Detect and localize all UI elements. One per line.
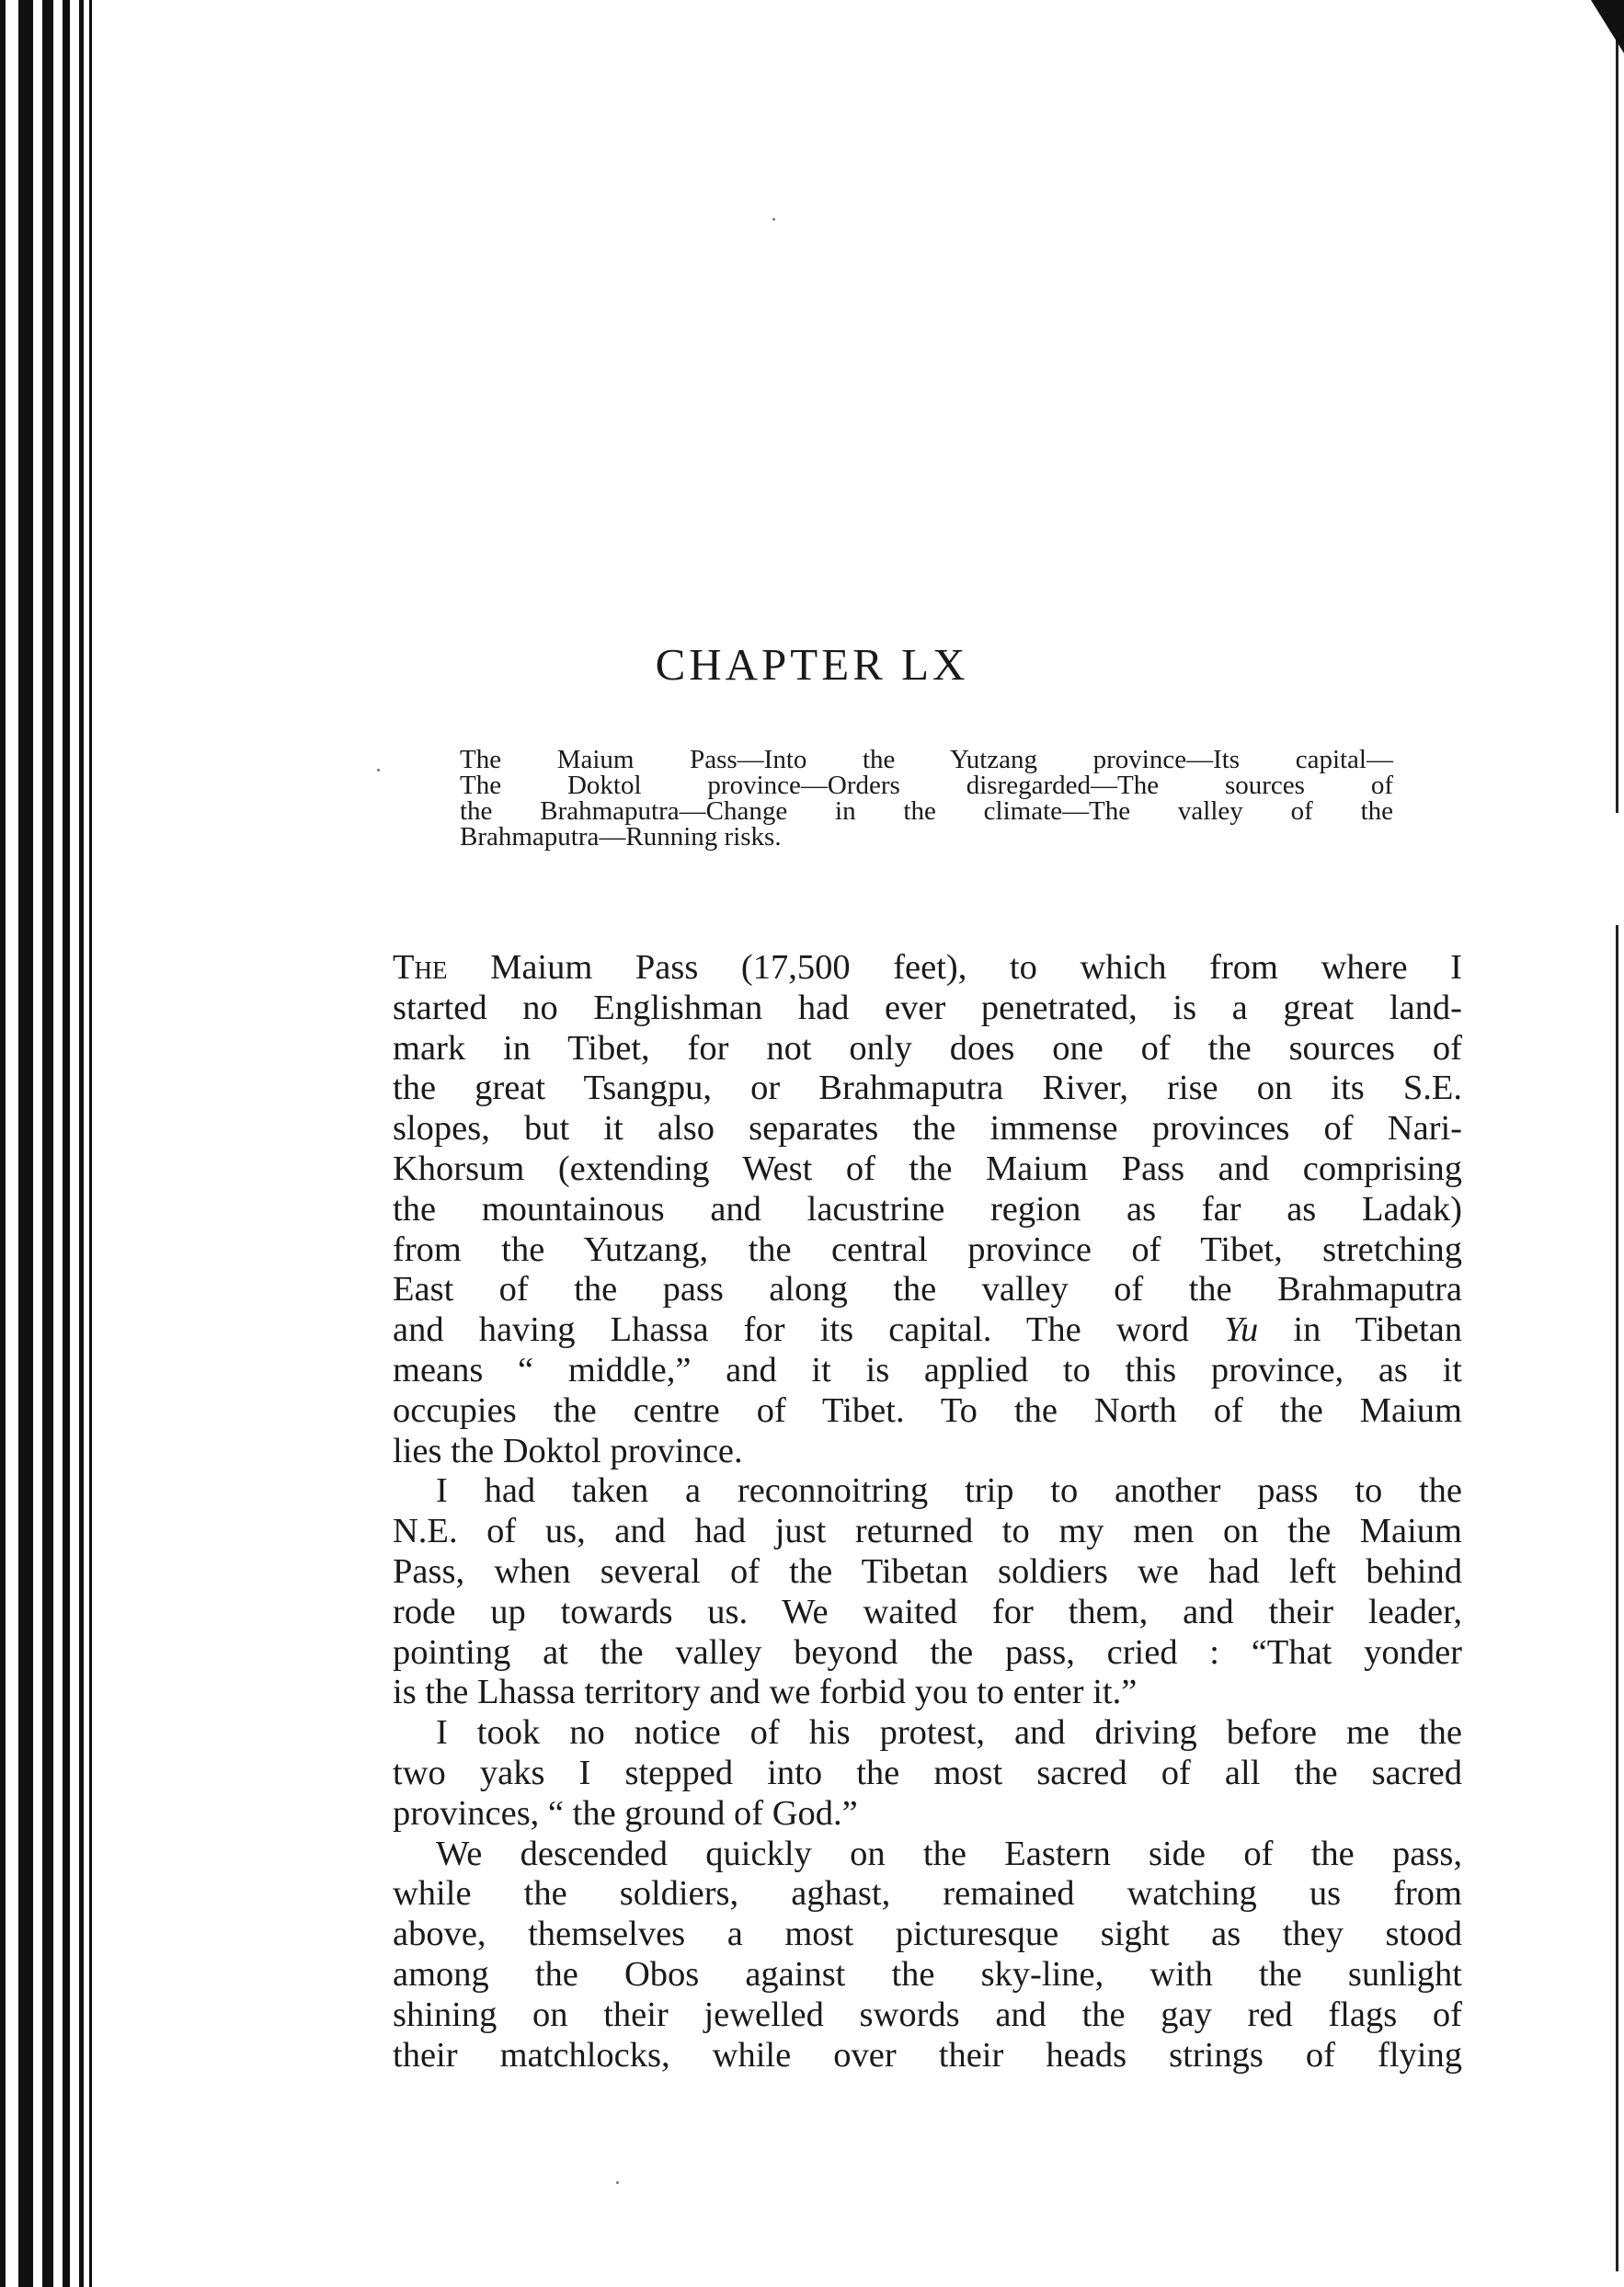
synopsis-line: Brahmaputra—Running risks. (460, 822, 782, 852)
corner-mark (1591, 0, 1624, 53)
italic-word: Yu (1224, 1310, 1259, 1350)
paragraph-line: two yaks I stepped into the most sacred of all the sacred (393, 1753, 1462, 1792)
paragraph-line: their matchlocks, while over their heads strings of flying (393, 2035, 1462, 2075)
paragraph-line: is the Lhassa territory and we forbid you to enter it.” (393, 1673, 1138, 1712)
book-binding-edge (0, 0, 97, 2287)
paragraph-line: above, themselves a most picturesque sight as they stood (393, 1915, 1462, 1954)
paragraph-line: I had taken a reconnoitring trip to another pass to the (436, 1471, 1462, 1511)
paragraph-line: means “ middle,” and it is applied to this province, as it (393, 1350, 1462, 1389)
paragraph-line: the great Tsangpu, or Brahmaputra River, rise on its S.E. (393, 1069, 1462, 1108)
speck (772, 218, 775, 221)
paragraph-line: N.E. of us, and had just returned to my men on the Maium (393, 1512, 1462, 1551)
paragraph-line: pointing at the valley beyond the pass, cried : “That yonder (393, 1632, 1462, 1672)
synopsis-line: The Maium Pass—Into the Yutzang province—Its capital— (460, 745, 1393, 774)
paragraph-line: slopes, but it also separates the immense provinces of Nari- (393, 1109, 1462, 1149)
line-text: and having Lhassa for its capital. The word (393, 1310, 1225, 1350)
paragraph-line: lies the Doktol province. (393, 1431, 743, 1470)
speck (377, 769, 380, 772)
paragraph-line: mark in Tibet, for not only does one of the sources of (393, 1028, 1462, 1068)
body-text (393, 948, 1462, 2075)
paragraph-line: shining on their jewelled swords and the gay red flags of (393, 1995, 1462, 2034)
paragraph-line: East of the pass along the valley of the Brahmaputra (393, 1270, 1462, 1309)
paragraph-line: rode up towards us. We waited for them, and their leader, (393, 1592, 1462, 1631)
paragraph-line: I took no notice of his protest, and driving before me the (436, 1713, 1462, 1753)
paragraph-line: provinces, “ the ground of God.” (393, 1793, 858, 1833)
chapter-synopsis (460, 747, 1393, 850)
paragraph-line: Khorsum (extending West of the Maium Pass and comprising (393, 1149, 1462, 1188)
paragraph-line (393, 1310, 1462, 1351)
synopsis-line: the Brahmaputra—Change in the climate—The valley of the (460, 796, 1393, 826)
paragraph-line: We descended quickly on the Eastern side of the pass, (436, 1834, 1462, 1873)
page-right-edge (1616, 28, 1618, 2271)
line-text: Maium Pass (17,500 feet), to which from where I (447, 948, 1462, 987)
paragraph-line: occupies the centre of Tibet. To the North of the Maium (393, 1390, 1462, 1430)
drop-word: The (393, 948, 448, 987)
paragraph-line: Pass, when several of the Tibetan soldiers we had left behind (393, 1551, 1462, 1591)
paragraph-line: started no Englishman had ever penetrated, is a great land- (393, 988, 1462, 1027)
speck (616, 2181, 619, 2184)
paragraph-line (393, 948, 1462, 989)
paragraph-line: the mountainous and lacustrine region as far as Ladak) (393, 1189, 1462, 1229)
line-text: in Tibetan (1258, 1310, 1463, 1350)
chapter-title: CHAPTER LX (655, 639, 969, 690)
paragraph-line: while the soldiers, aghast, remained watching us from (393, 1874, 1462, 1914)
paragraph-line: from the Yutzang, the central province of Tibet, stretching (393, 1229, 1462, 1269)
synopsis-line: The Doktol province—Orders disregarded—The sources of (460, 771, 1393, 800)
paragraph-line: among the Obos against the sky-line, with the sunlight (393, 1954, 1462, 1994)
